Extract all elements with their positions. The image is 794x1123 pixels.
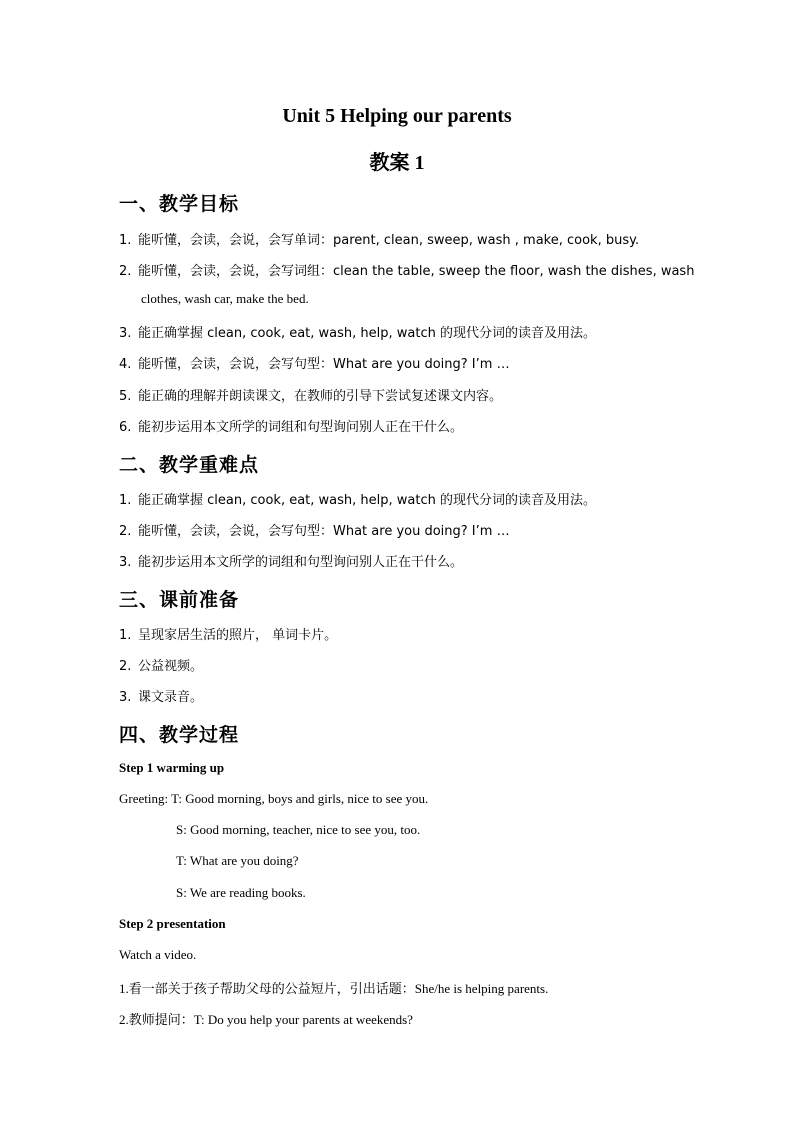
list-item: [119, 520, 510, 539]
list-item-number: 5.: [119, 389, 132, 404]
paragraph-line: Watch a video.: [119, 947, 197, 962]
list-item-text: 能初步运用本文所学的词组和句型询问别人正在干什么。: [138, 555, 464, 570]
list-item: [119, 489, 596, 508]
step-title: Step 2 presentation: [119, 916, 226, 931]
section-heading-preparation: 三、课前准备: [119, 589, 240, 611]
list-item: [119, 655, 203, 674]
list-item-number: 4.: [119, 357, 132, 372]
document-subtitle: 教案 1: [369, 152, 425, 174]
list-item: [119, 686, 203, 705]
list-item-text: 公益视频。: [138, 659, 204, 674]
list-item-continuation: clothes, wash car, make the bed.: [141, 291, 309, 306]
list-item: [119, 416, 463, 435]
list-item-number: 6.: [119, 420, 132, 435]
list-item-text: 能正确掌握 clean, cook, eat, wash, help, watch 的现代分词的读音及用法。: [138, 493, 596, 508]
list-item-number: 1.: [119, 493, 132, 508]
list-item-number: 3.: [119, 555, 132, 570]
list-item-number: 2.: [119, 264, 132, 279]
list-item-text: 呈现家居生活的照片， 单词卡片。: [138, 628, 338, 643]
list-item: [119, 322, 596, 341]
paragraph-line: 1.看一部关于孩子帮助父母的公益短片，引出话题：She/he is helping parents.: [119, 981, 549, 996]
list-item-number: 1.: [119, 628, 132, 643]
dialogue-line: S: We are reading books.: [176, 885, 306, 900]
document-title: Unit 5 Helping our parents: [282, 105, 512, 127]
list-item-number: 2.: [119, 659, 132, 674]
list-item-text: 能正确的理解并朗读课文，在教师的引导下尝试复述课文内容。: [138, 389, 503, 404]
list-item-text: 能听懂，会读，会说，会写句型：What are you doing? I’m …: [138, 357, 510, 372]
list-item-text: 能听懂，会读，会说，会写词组：clean the table, sweep the floor, wash the dishes, wash: [138, 264, 695, 279]
list-item: [119, 624, 337, 643]
section-heading-objectives: 一、教学目标: [119, 193, 240, 215]
list-item: [119, 353, 510, 372]
list-item: [119, 260, 694, 279]
section-heading-key-points: 二、教学重难点: [119, 454, 260, 476]
list-item: [119, 385, 502, 404]
dialogue-line: T: What are you doing?: [176, 853, 299, 868]
list-item-number: 1.: [119, 233, 132, 248]
list-item-text: 课文录音。: [138, 690, 204, 705]
list-item-text: 能初步运用本文所学的词组和句型询问别人正在干什么。: [138, 420, 464, 435]
list-item: [119, 229, 639, 248]
dialogue-line: S: Good morning, teacher, nice to see you, too.: [176, 822, 421, 837]
list-item-text: 能正确掌握 clean, cook, eat, wash, help, watch 的现代分词的读音及用法。: [138, 326, 596, 341]
list-item-number: 3.: [119, 690, 132, 705]
list-item-number: 3.: [119, 326, 132, 341]
greeting-line: Greeting: T: Good morning, boys and girls, nice to see you.: [119, 791, 429, 806]
list-item-number: 2.: [119, 524, 132, 539]
list-item-text: 能听懂，会读，会说，会写单词：parent, clean, sweep, wash , make, cook, busy.: [138, 233, 640, 248]
step-title: Step 1 warming up: [119, 760, 225, 775]
list-item: [119, 551, 463, 570]
section-heading-process: 四、教学过程: [119, 724, 240, 746]
list-item-text: 能听懂，会读，会说，会写句型：What are you doing? I’m …: [138, 524, 510, 539]
paragraph-line: 2.教师提问：T: Do you help your parents at weekends?: [119, 1012, 413, 1027]
